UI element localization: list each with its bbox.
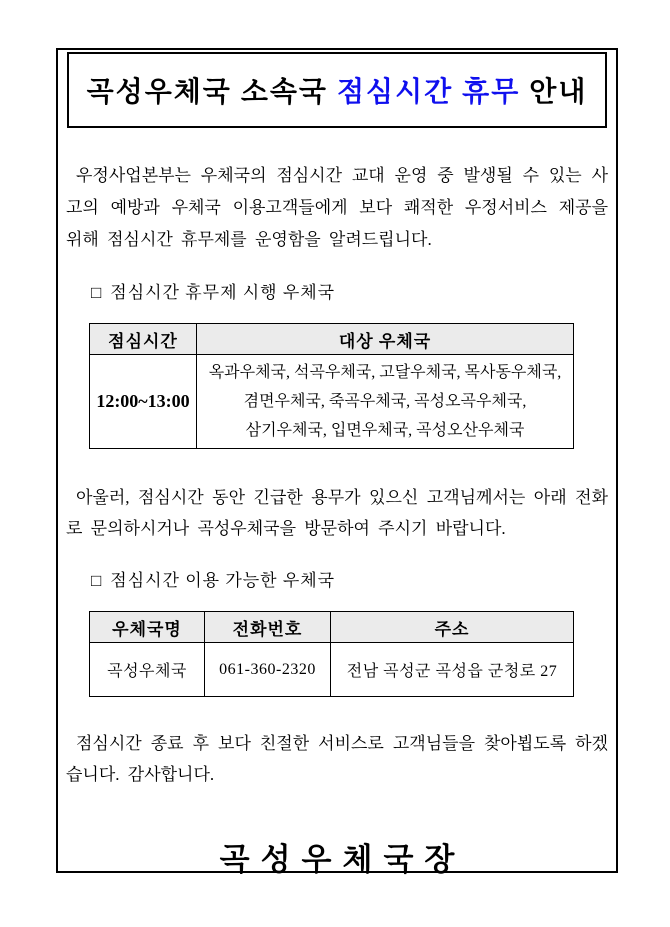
document-frame <box>56 48 618 877</box>
checkbox-icon: □ <box>91 571 103 590</box>
office-address-value: 전남 곡성군 곡성읍 군청로 27 <box>331 643 574 697</box>
table-row <box>90 643 574 697</box>
intro-paragraph: 우정사업본부는 우체국의 점심시간 교대 운영 중 발생될 수 있는 사고의 예방과 우체국 이용고객들에게 보다 쾌적한 우정서비스 제공을 위해 점심시간 휴무제를 운영함을 알려드립니다. <box>66 166 608 249</box>
table-row <box>90 355 574 449</box>
open-table-header-address: 주소 <box>331 612 574 643</box>
checkbox-icon: □ <box>91 283 103 302</box>
notice-title <box>67 52 607 128</box>
contact-paragraph: 아울러, 점심시간 동안 긴급한 용무가 있으신 고객님께서는 아래 전화로 문의하시거나 곡성우체국을 방문하여 주시기 바랍니다. <box>66 488 608 538</box>
closed-table-header-time: 점심시간 <box>90 324 197 355</box>
closed-section-heading <box>91 278 616 303</box>
title-part1: 곡성우체국 소속국 <box>86 77 337 108</box>
open-table-header-name: 우체국명 <box>90 612 205 643</box>
office-name-value: 곡성우체국 <box>90 643 205 697</box>
open-section-heading <box>91 566 616 591</box>
signature-postmaster: 곡성우체국장 <box>219 842 466 877</box>
open-table-header-phone: 전화번호 <box>205 612 331 643</box>
closed-section-label: 점심시간 휴무제 시행 우체국 <box>110 283 336 302</box>
lunch-time-value: 12:00~13:00 <box>90 355 197 449</box>
table-header-row <box>90 612 574 643</box>
closed-table-header-offices: 대상 우체국 <box>197 324 574 355</box>
office-phone-value: 061-360-2320 <box>205 643 331 697</box>
offices-line-3: 삼기우체국, 입면우체국, 곡성오산우체국 <box>245 422 525 439</box>
closing-paragraph: 점심시간 종료 후 보다 친절한 서비스로 고객님들을 찾아뵙도록 하겠습니다. 감사합니다. <box>66 734 608 784</box>
offices-line-2: 겸면우체국, 죽곡우체국, 곡성오곡우체국, <box>243 393 527 410</box>
title-text <box>87 70 588 110</box>
offices-line-1: 옥과우체국, 석곡우체국, 고달우체국, 목사동우체국, <box>208 364 562 381</box>
closed-offices-table <box>89 323 574 449</box>
closed-offices-list <box>197 355 574 449</box>
title-part2: 안내 <box>520 77 588 108</box>
open-section-label: 점심시간 이용 가능한 우체국 <box>110 571 336 590</box>
open-office-table <box>89 611 574 697</box>
title-highlight: 점심시간 휴무 <box>336 77 521 108</box>
table-header-row <box>90 324 574 355</box>
